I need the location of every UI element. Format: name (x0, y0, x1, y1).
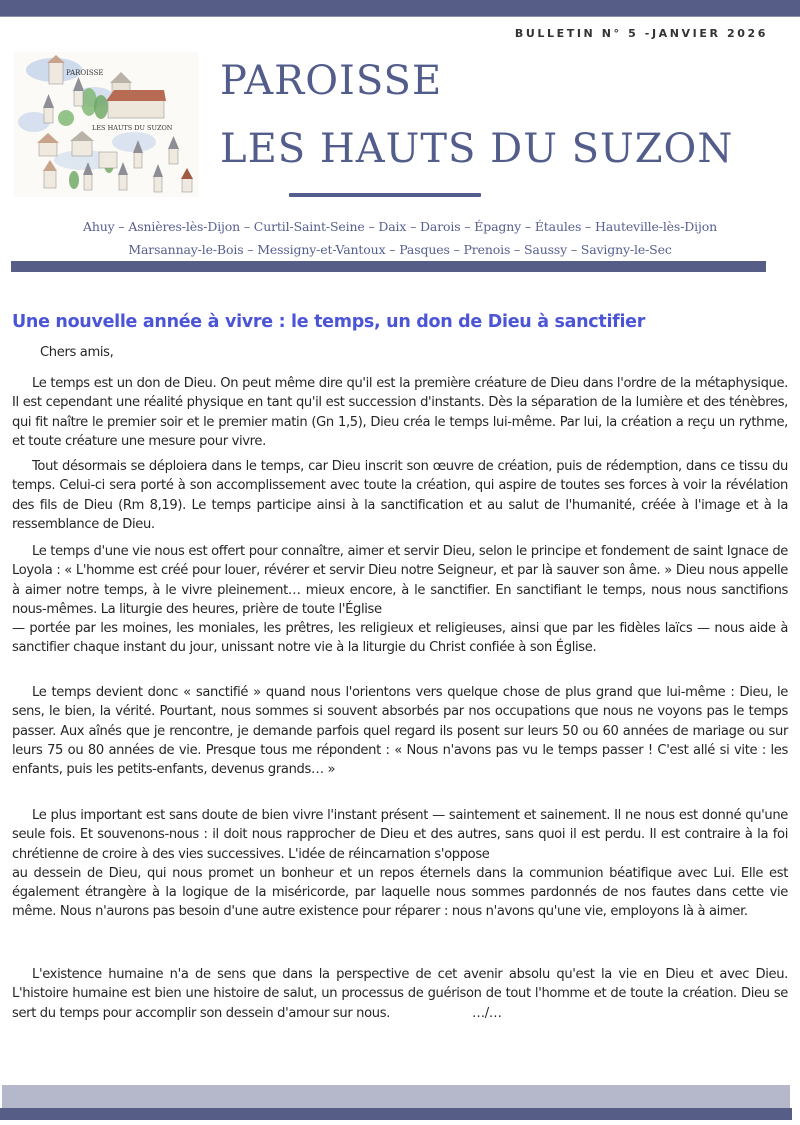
paragraph-text: Le temps devient donc « sanctifié » quand nous l'orientons vers quelque chose de plus grand que lui-même : Dieu, le sens, le bien, la vérité. Pourtant, nous sommes si souvent absorbés par nos occupations que nous ne voyons pas le temps passer. Aux aînés que je rencontre, je demande parfois quel regard ils posent sur leurs 50 ou 60 années de mariage ou sur leurs 75 ou 80 années de vie. Presque tous me répondent : « Nous n'avons pas vu le temps passer ! C'est allé si vite : les enfants, puis les petits-enfants, devenus grands… » (12, 685, 788, 778)
article-paragraph-4 (12, 683, 788, 779)
title-line-paroisse: PAROISSE (220, 58, 443, 104)
article-paragraph-3 (12, 542, 788, 658)
villages-list-line1: Ahuy – Asnières-lès-Dijon – Curtil-Saint-Seine – Daix – Darois – Épagny – Étaules – Hauteville-lès-Dijon (83, 219, 717, 234)
parish-logo (14, 52, 199, 197)
villages-list-line2: Marsannay-le-Bois – Messigny-et-Vantoux – Pasques – Prenois – Saussy – Savigny-le-Sec (128, 242, 672, 257)
paragraph-text-body: L'existence humaine n'a de sens que dans la perspective de cet avenir absolu qu'est la vie en Dieu et avec Dieu. L'histoire humaine est bien une histoire de salut, un processus de guérison de tout l'homme et de toute la création. Dieu se sert du temps pour accomplir son dessein d'amour sur nous. (12, 967, 788, 1021)
article-paragraph-5 (12, 806, 788, 922)
bulletin-issue-label: BULLETIN N° 5 -JANVIER 2026 (514, 27, 768, 40)
paragraph-text-continued: au dessein de Dieu, qui nous promet un bonheur et un repos éternels dans la communion béatifique avec Lui. Elle est également étrangère à la logique de la miséricorde, par laquelle nous sommes pardonnés de nos fautes dans cette vie même. Nous n'aurons pas besoin d'une autre existence pour réparer : nous n'avons qu'une vie, employons là à aimer. (12, 865, 788, 920)
logo-text-line2: LES HAUTS DU SUZON (92, 124, 173, 132)
article-paragraph-2 (12, 457, 788, 534)
paragraph-text: Le plus important est sans doute de bien vivre l'instant présent — saintement et sainement. Il ne nous est donné qu'une seule fois. Et souvenons-nous : il doit nous rapprocher de Dieu et des autres, sans quoi il est perdu. Il est contraire à la foi chrétienne de croire à des vies successives. L'idée de réincarnation s'oppose (12, 808, 788, 862)
title-line-hauts-du-suzon: LES HAUTS DU SUZON (220, 126, 734, 172)
article-paragraph-1 (12, 374, 788, 451)
paragraph-text: Le temps d'une vie nous est offert pour connaître, aimer et servir Dieu, selon le principe et fondement de saint Ignace de Loyola : « L'homme est créé pour louer, révérer et servir Dieu notre Seigneur, et par là sauver son âme. » Dieu nous appelle à aimer notre temps, à le vivre pleinement… mieux encore, à le sanctifier. En sanctifiant le temps, nous nous sanctifions nous-mêmes. La liturgie des heures, prière de toute l'Église (12, 544, 788, 617)
parish-title (220, 58, 733, 172)
logo-text-line1: PAROISSE (66, 69, 104, 77)
paragraph-text-continued: — portée par les moines, les moniales, les prêtres, les religieux et religieuses, ainsi que par les fidèles laïcs — nous aide à sanctifier chaque instant du jour, unissant notre vie à la liturgie du Christ confiée à son Église. (12, 621, 788, 656)
footer-dark-band (0, 1108, 792, 1120)
title-underline-divider (289, 193, 481, 197)
footer-light-band (2, 1085, 790, 1108)
paragraph-text: Le temps est un don de Dieu. On peut même dire qu'il est la première créature de Dieu dans l'ordre de la métaphysique. Il est cependant une réalité physique en tant qu'il est succession d'instants. Dès la séparation de la lumière et des ténèbres, qui fit naître le premier soir et le premier matin (Gn 1,5), Dieu créa le temps lui-même. Par lui, la création a reçu un rythme, et toute créature une mesure pour vivre. (12, 376, 788, 449)
article-greeting: Chers amis, (40, 345, 114, 360)
header-divider-bar (11, 261, 766, 272)
article-title: Une nouvelle année à vivre : le temps, un don de Dieu à sanctifier (12, 312, 646, 332)
article-paragraph-6 (12, 965, 788, 1023)
paragraph-text: Tout désormais se déploiera dans le temps, car Dieu inscrit son œuvre de création, puis de rédemption, dans ce tissu du temps. Celui-ci sera porté à son accomplissement avec toute la création, qui aspire de toutes ses forces à voir la révélation des fils de Dieu (Rm 8,19). Le temps participe ainsi à la sanctification et au salut de l'humanité, créée à l'image et à la ressemblance de Dieu. (12, 459, 788, 532)
parish-logo-illustration-icon (14, 52, 199, 197)
continued-mark: …/… (472, 1005, 502, 1021)
top-band (0, 0, 800, 17)
paragraph-text (12, 965, 788, 1023)
